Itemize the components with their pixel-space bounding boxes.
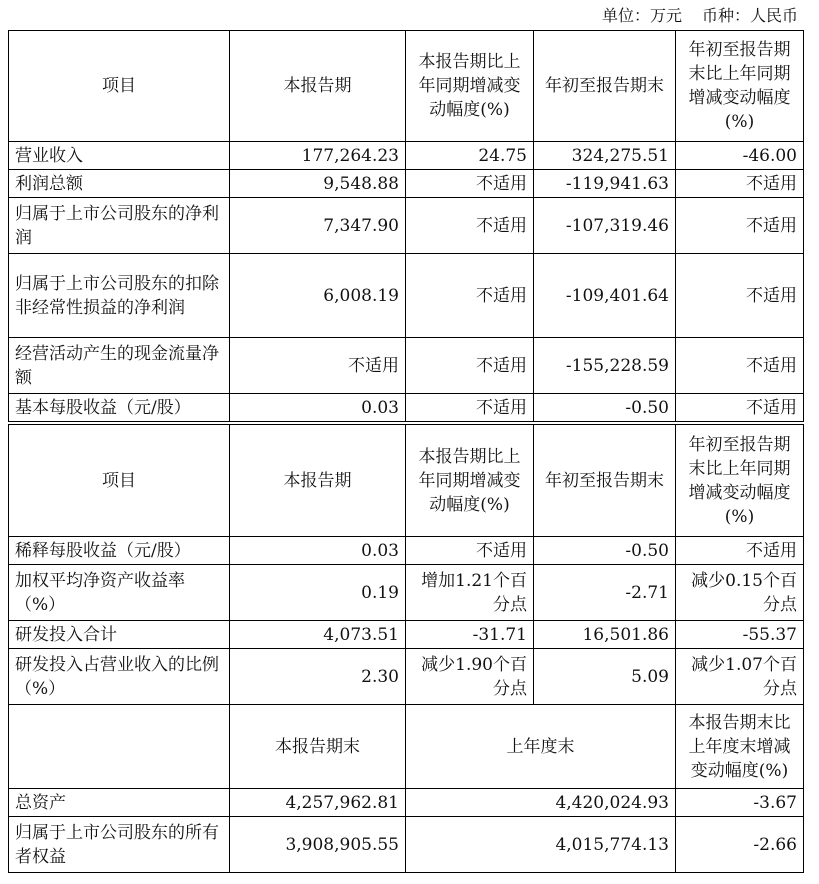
table-row <box>9 254 804 338</box>
prior-year-end-value: 4,420,024.93 <box>406 789 676 817</box>
table-row <box>9 621 804 649</box>
ytd-value: -0.50 <box>534 394 676 422</box>
table-row <box>9 649 804 705</box>
current-period-value: 0.19 <box>230 565 406 621</box>
row-label: 基本每股收益（元/股） <box>9 394 230 422</box>
ytd-change: 不适用 <box>676 254 804 338</box>
current-period-value: 4,073.51 <box>230 621 406 649</box>
table-row <box>9 817 804 873</box>
ytd-change: 减少1.07个百分点 <box>676 649 804 705</box>
row-label: 经营活动产生的现金流量净额 <box>9 338 230 394</box>
current-period-change: 不适用 <box>406 170 534 198</box>
unit-label: 单位：万元 <box>601 6 682 25</box>
current-period-change: 不适用 <box>406 537 534 565</box>
balance-header-row <box>9 705 804 789</box>
current-period-change: 24.75 <box>406 142 534 170</box>
row-label: 加权平均净资产收益率（%） <box>9 565 230 621</box>
table-row <box>9 198 804 254</box>
current-period-change: 不适用 <box>406 394 534 422</box>
period-end-change: -2.66 <box>676 817 804 873</box>
row-label: 研发投入合计 <box>9 621 230 649</box>
row-label: 稀释每股收益（元/股） <box>9 537 230 565</box>
ytd-change: -55.37 <box>676 621 804 649</box>
ytd-change: 不适用 <box>676 198 804 254</box>
table-row <box>9 789 804 817</box>
table-header-row <box>9 31 804 142</box>
row-label: 归属于上市公司股东的扣除非经常性损益的净利润 <box>9 254 230 338</box>
financial-table-1 <box>8 30 804 422</box>
balance-header-empty <box>9 705 230 789</box>
header-current-period: 本报告期 <box>230 425 406 537</box>
row-label: 总资产 <box>9 789 230 817</box>
header-period-end: 本报告期末 <box>230 705 406 789</box>
ytd-value: -155,228.59 <box>534 338 676 394</box>
header-ytd: 年初至报告期末 <box>534 425 676 537</box>
header-prior-year-end: 上年度末 <box>406 705 676 789</box>
row-label: 营业收入 <box>9 142 230 170</box>
ytd-value: -107,319.46 <box>534 198 676 254</box>
ytd-value: -109,401.64 <box>534 254 676 338</box>
header-current-period: 本报告期 <box>230 31 406 142</box>
table-row <box>9 537 804 565</box>
current-period-value: 0.03 <box>230 394 406 422</box>
ytd-value: -2.71 <box>534 565 676 621</box>
ytd-value: 324,275.51 <box>534 142 676 170</box>
table-row <box>9 338 804 394</box>
current-period-value: 0.03 <box>230 537 406 565</box>
currency-label: 币种：人民币 <box>701 6 798 25</box>
header-ytd: 年初至报告期末 <box>534 31 676 142</box>
header-period-end-change: 本报告期末比上年度末增减变动幅度(%) <box>676 705 804 789</box>
ytd-change: 不适用 <box>676 170 804 198</box>
prior-year-end-value: 4,015,774.13 <box>406 817 676 873</box>
ytd-change: 不适用 <box>676 338 804 394</box>
current-period-change: 不适用 <box>406 198 534 254</box>
current-period-value: 6,008.19 <box>230 254 406 338</box>
current-period-change: 减少1.90个百分点 <box>406 649 534 705</box>
row-label: 归属于上市公司股东的净利润 <box>9 198 230 254</box>
row-label: 研发投入占营业收入的比例（%） <box>9 649 230 705</box>
ytd-value: 5.09 <box>534 649 676 705</box>
header-current-period-change: 本报告期比上年同期增减变动幅度(%) <box>406 31 534 142</box>
header-ytd-change: 年初至报告期末比上年同期增减变动幅度(%) <box>676 31 804 142</box>
period-end-value: 4,257,962.81 <box>230 789 406 817</box>
current-period-value: 177,264.23 <box>230 142 406 170</box>
table-row <box>9 565 804 621</box>
ytd-change: -46.00 <box>676 142 804 170</box>
row-label: 归属于上市公司股东的所有者权益 <box>9 817 230 873</box>
unit-line <box>602 6 798 26</box>
header-item: 项目 <box>9 425 230 537</box>
header-ytd-change: 年初至报告期末比上年同期增减变动幅度(%) <box>676 425 804 537</box>
ytd-change: 不适用 <box>676 537 804 565</box>
current-period-change: 不适用 <box>406 254 534 338</box>
current-period-change: 增加1.21个百分点 <box>406 565 534 621</box>
table-row <box>9 170 804 198</box>
current-period-change: 不适用 <box>406 338 534 394</box>
ytd-value: -119,941.63 <box>534 170 676 198</box>
financial-table-2 <box>8 424 804 873</box>
period-end-value: 3,908,905.55 <box>230 817 406 873</box>
ytd-change: 不适用 <box>676 394 804 422</box>
ytd-value: -0.50 <box>534 537 676 565</box>
header-current-period-change: 本报告期比上年同期增减变动幅度(%) <box>406 425 534 537</box>
table-row <box>9 394 804 422</box>
table-header-row <box>9 425 804 537</box>
period-end-change: -3.67 <box>676 789 804 817</box>
table-row <box>9 142 804 170</box>
current-period-value: 7,347.90 <box>230 198 406 254</box>
current-period-change: -31.71 <box>406 621 534 649</box>
ytd-value: 16,501.86 <box>534 621 676 649</box>
current-period-value: 2.30 <box>230 649 406 705</box>
header-item: 项目 <box>9 31 230 142</box>
current-period-value: 不适用 <box>230 338 406 394</box>
current-period-value: 9,548.88 <box>230 170 406 198</box>
ytd-change: 减少0.15个百分点 <box>676 565 804 621</box>
row-label: 利润总额 <box>9 170 230 198</box>
